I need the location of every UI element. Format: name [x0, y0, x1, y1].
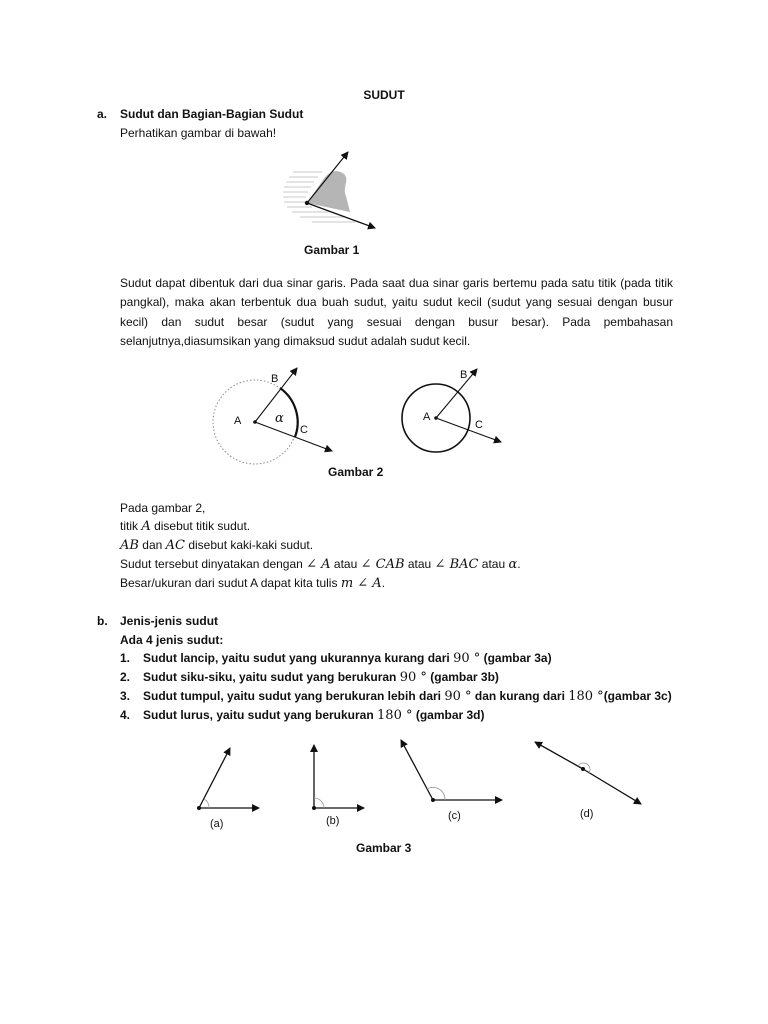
- text-fragment: atau: [478, 557, 509, 571]
- math-angle-bac: ∠ BAC: [434, 557, 479, 572]
- math-value: 90 °: [444, 689, 472, 704]
- figure-2-left-label-a: A: [234, 415, 242, 427]
- page-title: SUDUT: [363, 88, 405, 102]
- figure-3a-acute-angle: [197, 748, 259, 810]
- math-angle-cab: ∠ CAB: [360, 557, 405, 572]
- figure-2-left-label-c: C: [300, 424, 308, 436]
- figure-2-right-label-c: C: [475, 419, 483, 431]
- math-value: 180 °: [568, 689, 604, 704]
- text-fragment: atau: [404, 557, 435, 571]
- text-fragment: disebut kaki-kaki sudut.: [185, 538, 314, 552]
- text-fragment: .: [517, 557, 521, 571]
- figure-3a-label: (a): [210, 818, 224, 830]
- section-a-marker: a.: [97, 107, 108, 121]
- math-value: 180 °: [377, 708, 413, 723]
- figure-3-caption: Gambar 3: [356, 841, 412, 855]
- math-measure-angle-a: m ∠ A: [340, 576, 382, 591]
- list-text: (gambar 3c): [603, 689, 672, 703]
- text-fragment: atau: [330, 557, 361, 571]
- text-fragment: Sudut tersebut dinyatakan dengan: [120, 557, 307, 571]
- explanation-line-1: Pada gambar 2,: [120, 501, 206, 515]
- text-fragment: titik: [120, 519, 142, 533]
- figure-2-caption: Gambar 2: [328, 465, 384, 479]
- text-fragment: .: [381, 576, 386, 590]
- list-text: (gambar 3d): [412, 708, 485, 722]
- math-value: 90 °: [453, 651, 481, 666]
- section-b-heading: Jenis-jenis sudut: [120, 614, 219, 628]
- intro-paragraph: Sudut dapat dibentuk dari dua sinar garis. Pada saat dua sinar garis bertemu pada satu titik (pada titik pangkal), maka akan terbentuk dua buah sudut, yaitu sudut kecil (sudut yang sesuai dengan busur kecil) dan sudut besar (sudut yang sesuai dengan busur besar). Pada pembahasan selanjutnya,diasumsikan yang dimaksud sudut adalah sudut kecil.: [120, 276, 673, 348]
- figure-1-caption: Gambar 1: [304, 243, 360, 257]
- section-a-heading: Sudut dan Bagian-Bagian Sudut: [120, 107, 304, 121]
- math-segment-ac: AC: [165, 538, 185, 553]
- math-alpha: α: [508, 557, 518, 572]
- list-number: 1.: [120, 651, 131, 665]
- list-text: (gambar 3a): [480, 651, 552, 665]
- list-text: dan kurang dari: [471, 689, 569, 703]
- math-segment-ab: AB: [120, 538, 139, 553]
- math-point-a: A: [141, 519, 151, 534]
- figure-3b-right-angle: [312, 745, 364, 810]
- section-b-marker: b.: [97, 614, 108, 628]
- figure-3d-straight-angle: [535, 742, 641, 804]
- list-text: Sudut lancip, yaitu sudut yang ukurannya kurang dari: [143, 651, 454, 665]
- figure-2-left-label-alpha: α: [275, 411, 284, 426]
- list-text: Sudut tumpul, yaitu sudut yang berukuran lebih dari: [143, 689, 445, 703]
- list-number: 3.: [120, 689, 131, 703]
- math-value: 90 °: [399, 670, 427, 685]
- math-angle-a: ∠ A: [306, 557, 331, 572]
- section-b-intro: Ada 4 jenis sudut:: [120, 633, 224, 647]
- instruction-text: Perhatikan gambar di bawah!: [120, 126, 277, 140]
- list-text: Sudut lurus, yaitu sudut yang berukuran: [143, 708, 378, 722]
- text-fragment: dan: [138, 538, 166, 552]
- figure-2-left-label-b: B: [271, 373, 279, 385]
- text-fragment: disebut titik sudut.: [150, 519, 251, 533]
- figure-2-right-label-b: B: [460, 369, 468, 381]
- figure-3d-label: (d): [580, 808, 594, 820]
- figure-2-right-label-a: A: [423, 411, 431, 423]
- list-text: (gambar 3b): [426, 670, 499, 684]
- list-number: 4.: [120, 708, 131, 722]
- figure-3c-label: (c): [448, 810, 461, 822]
- text-fragment: Besar/ukuran dari sudut A dapat kita tulis: [120, 576, 341, 590]
- list-text: Sudut siku-siku, yaitu sudut yang berukuran: [143, 670, 400, 684]
- figure-3c-obtuse-angle: [401, 740, 502, 802]
- list-number: 2.: [120, 670, 131, 684]
- figure-3b-label: (b): [326, 815, 340, 827]
